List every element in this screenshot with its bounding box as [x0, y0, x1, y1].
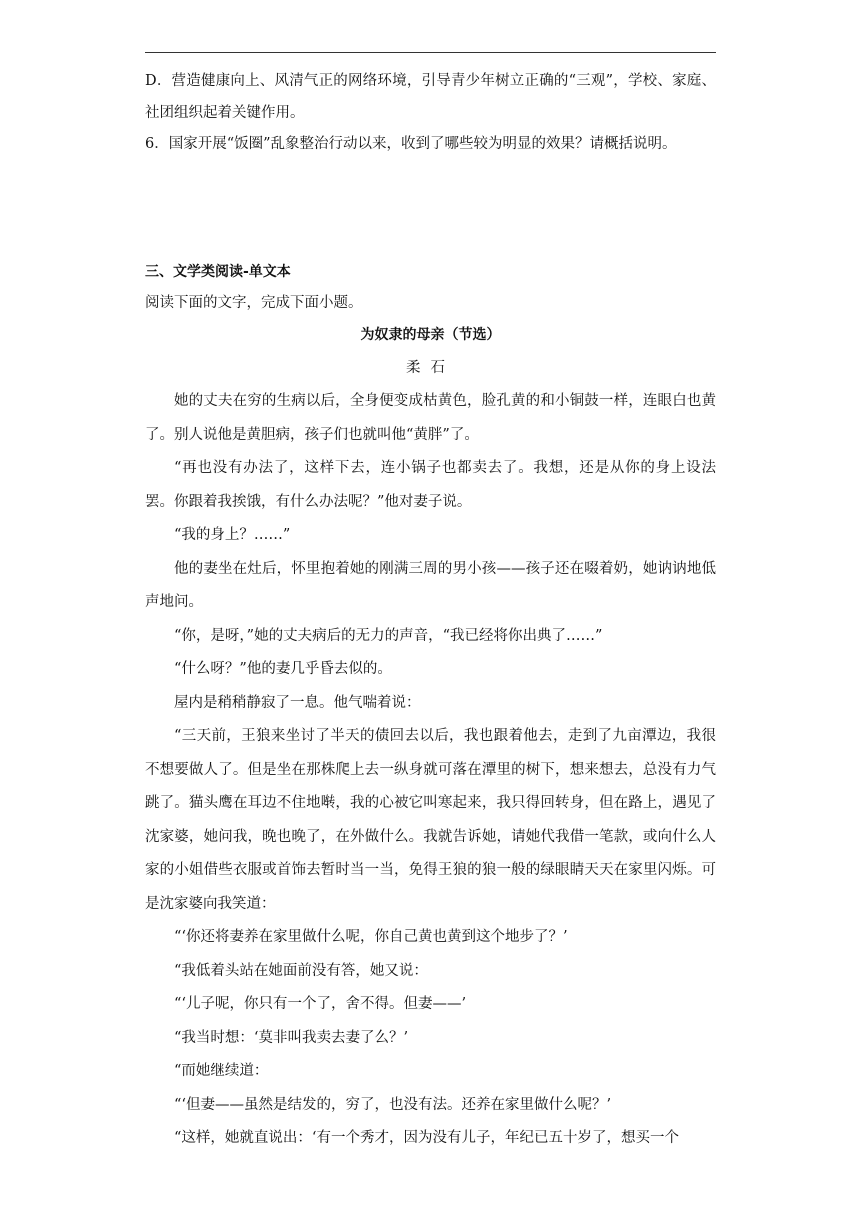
- reading-instruction: 阅读下面的文字，完成下面小题。: [145, 294, 363, 311]
- paragraph-2: “再也没有办法了，这样下去，连小锅子也都卖去了。我想，还是从你的身上设法罢。你跟着我挨饿，有什么办法呢？”他对妻子说。: [145, 460, 716, 510]
- passage-author: 柔石: [406, 360, 455, 376]
- paragraph-3: “我的身上？……”: [174, 527, 291, 543]
- paragraph-7: 屋内是稍稍静寂了一息。他气喘着说：: [174, 694, 421, 711]
- paragraph-14: “‘但妻——虽然是结发的，穷了，也没有法。还养在家里做什么呢？’: [174, 1096, 612, 1113]
- option-d: D．营造健康向上、风清气正的网络环境，引导青少年树立正确的“三观”，学校、家庭、社团组织起着关键作用。: [145, 73, 716, 121]
- question-6: 6．国家开展“饭圈”乱象整治行动以来，收到了哪些较为明显的效果？请概括说明。: [145, 136, 677, 152]
- paragraph-4: 他的妻坐在灶后，怀里抱着她的刚满三周的男小孩——孩子还在啜着奶，她讷讷地低声地问。: [145, 560, 716, 610]
- top-divider: [145, 52, 716, 53]
- passage-title: 为奴隶的母亲（节选）: [360, 327, 501, 343]
- document-page: [145, 66, 716, 1156]
- paragraph-11: “‘儿子呢，你只有一个了，舍不得。但妻——’: [174, 996, 467, 1012]
- paragraph-5: “你，是呀，”她的丈夫病后的无力的声音，“我已经将你出典了……”: [174, 627, 603, 644]
- paragraph-10: “我低着头站在她面前没有答，她又说：: [174, 962, 428, 979]
- paragraph-9: “‘你还将妻养在家里做什么呢，你自己黄也黄到这个地步了？’: [174, 929, 568, 945]
- paragraph-1: 她的丈夫在穷的生病以后，全身便变成枯黄色，脸孔黄的和小铜鼓一样，连眼白也黄了。别人说他是黄胆病，孩子们也就叫他“黄胖”了。: [145, 393, 716, 443]
- paragraph-8: “三天前，王狼来坐讨了半天的债回去以后，我也跟着他去，走到了九亩潭边，我很不想要做人了。但是坐在那株爬上去一纵身就可落在潭里的树下，想来想去，总没有力气跳了。猫头鹰在耳边不住地啭，我的心被它叫寒起来，我只得回转身，但在路上，遇见了沈家婆，她问我，晚也晚了，在外做什么。我就告诉她，请她代我借一笔款，或向什么人家的小姐借些衣服或首饰去暂时当一当，免得王狼的狼一般的绿眼睛天天在家里闪烁。可是沈家婆向我笑道：: [145, 728, 716, 912]
- answer-space: [145, 161, 716, 256]
- paragraph-13: “而她继续道：: [174, 1063, 269, 1079]
- paragraph-15: “这样，她就直说出：‘有一个秀才，因为没有儿子，年纪已五十岁了，想买一个: [174, 1130, 680, 1146]
- section-heading: 三、文学类阅读-单文本: [145, 263, 291, 280]
- paragraph-6: “什么呀？”他的妻几乎昏去似的。: [174, 661, 392, 677]
- paragraph-12: “我当时想：‘莫非叫我卖去妻了么？’: [174, 1029, 409, 1046]
